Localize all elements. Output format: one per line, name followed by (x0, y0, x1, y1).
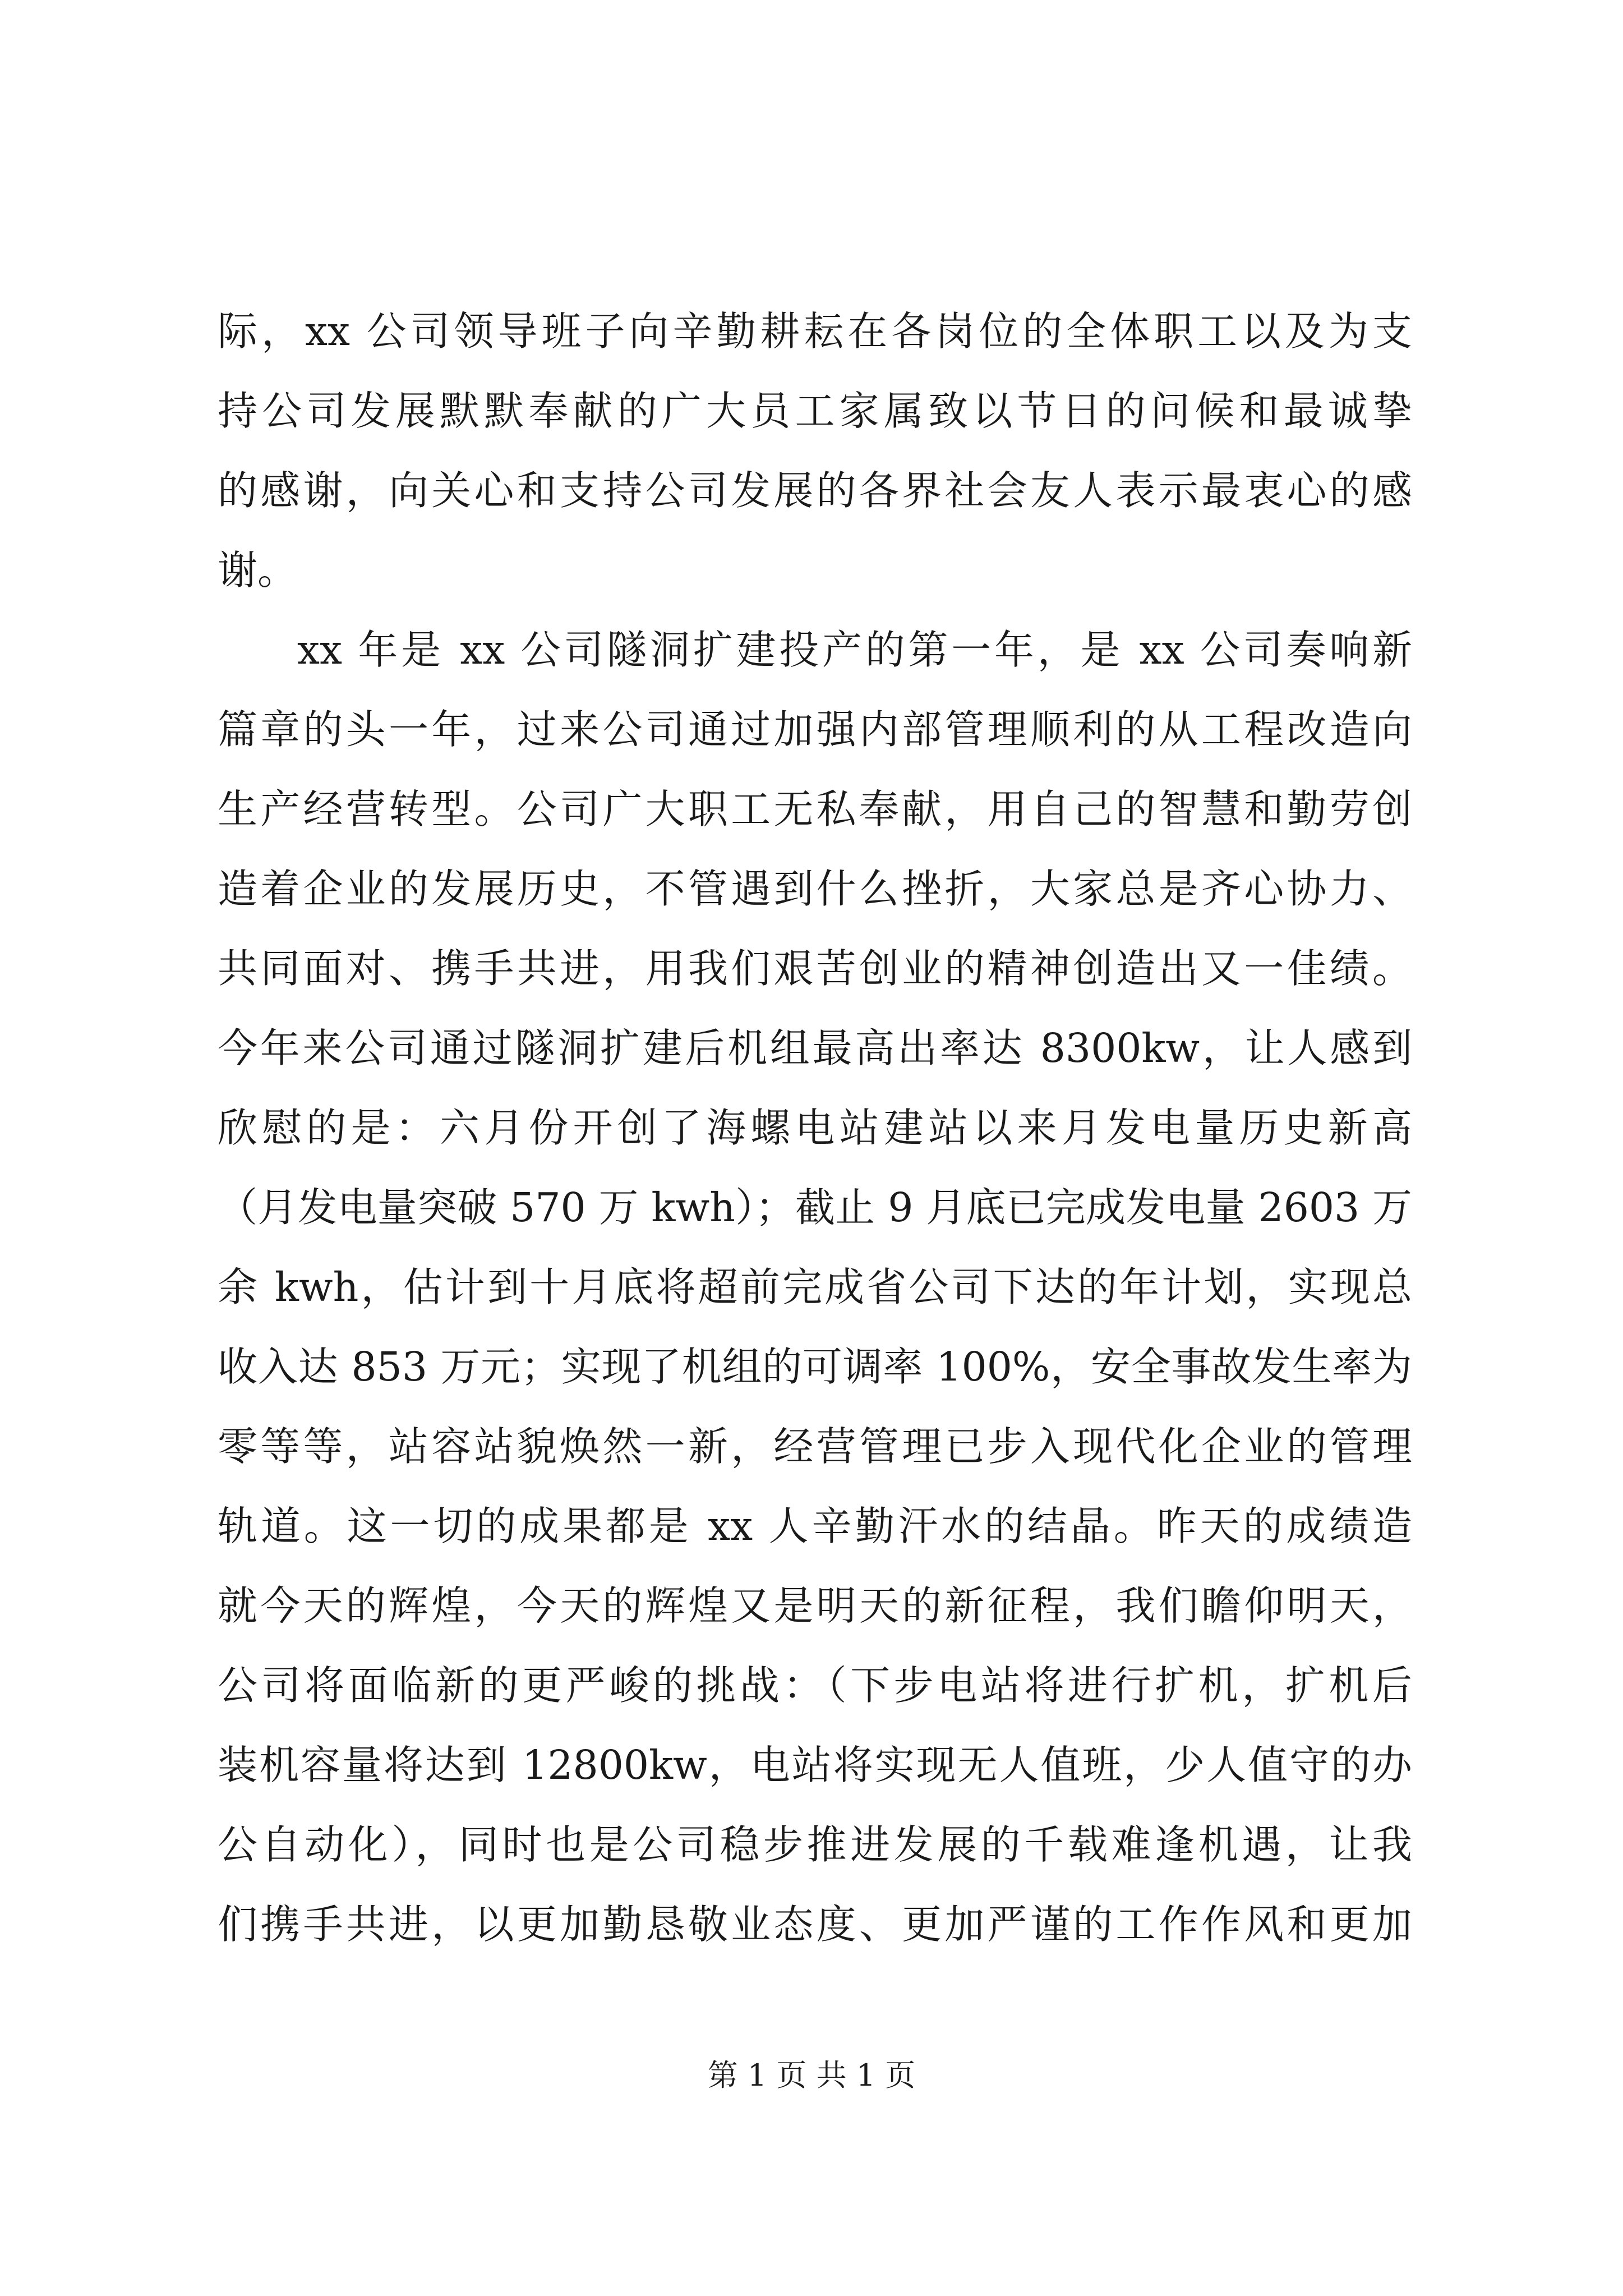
page-number-footer: 第 1 页 共 1 页 (707, 2058, 916, 2093)
text-line: 共同面对、携手共进，用我们艰苦创业的精神创造出又一佳绩。 (218, 945, 1412, 992)
text-line: 余 kwh，估计到十月底将超前完成省公司下达的年计划，实现总 (218, 1264, 1412, 1310)
text-line: 零等等，站容站貌焕然一新，经营管理已步入现代化企业的管理 (218, 1423, 1412, 1470)
text-line: 装机容量将达到 12800kw，电站将实现无人值班，少人值守的办 (218, 1742, 1412, 1788)
text-line: 生产经营转型。公司广大职工无私奉献，用自己的智慧和勤劳创 (218, 786, 1412, 832)
text-line: 篇章的头一年，过来公司通过加强内部管理顺利的从工程改造向 (218, 706, 1412, 753)
text-line: （月发电量突破 570 万 kwh）；截止 9 月底已完成发电量 2603 万 (218, 1184, 1412, 1231)
text-line: 的感谢，向关心和支持公司发展的各界社会友人表示最衷心的感 (218, 467, 1412, 514)
text-line: 就今天的辉煌，今天的辉煌又是明天的新征程，我们瞻仰明天， (218, 1582, 1412, 1629)
text-line: 收入达 853 万元；实现了机组的可调率 100%，安全事故发生率为 (218, 1343, 1412, 1390)
text-line: 今年来公司通过隧洞扩建后机组最高出率达 8300kw，让人感到 (218, 1025, 1412, 1071)
text-line: 谢。 (218, 547, 298, 593)
text-line: 造着企业的发展历史，不管遇到什么挫折，大家总是齐心协力、 (218, 866, 1412, 912)
text-line: 公司将面临新的更严峻的挑战：（下步电站将进行扩机，扩机后 (218, 1662, 1412, 1709)
text-line: 们携手共进，以更加勤恳敬业态度、更加严谨的工作作风和更加 (218, 1901, 1412, 1948)
text-line: 轨道。这一切的成果都是 xx 人辛勤汗水的结晶。昨天的成绩造 (218, 1503, 1412, 1549)
text-line: 欣慰的是：六月份开创了海螺电站建站以来月发电量历史新高 (218, 1105, 1412, 1151)
document-body (218, 292, 1412, 1964)
text-line: xx 年是 xx 公司隧洞扩建投产的第一年，是 xx 公司奏响新 (297, 627, 1412, 673)
text-line: 公自动化），同时也是公司稳步推进发展的千载难逢机遇，让我 (218, 1821, 1412, 1868)
text-line: 际，xx 公司领导班子向辛勤耕耘在各岗位的全体职工以及为支 (218, 308, 1412, 355)
text-line: 持公司发展默默奉献的广大员工家属致以节日的问候和最诚挚 (218, 388, 1412, 434)
